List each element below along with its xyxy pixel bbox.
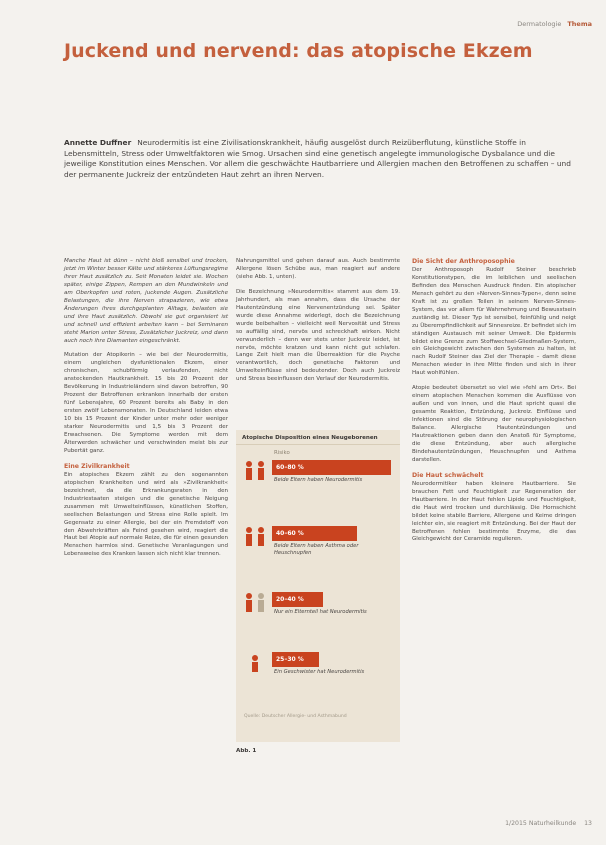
running-head [517, 20, 592, 28]
issue-number: 1/2015 [505, 820, 527, 827]
column-2 [236, 258, 400, 391]
column-3 [412, 258, 576, 551]
body-paragraph: Der Anthroposoph Rudolf Steiner beschrieb Konstitutionstypen, die im leiblichen und seelischen Befinden des Menschen Ausdruck finden. Ein atopischer Mensch gehört zu den »Nerven-Sinnes-Typen«, denn seine Kraft ist zu großen Teilen in seinem Nerven-Sinnes-System, das vor allem für Wahrnehmung und Bewusstsein zuständig ist. Dieser Typ ist sensibel, feinfühlig und neigt zu Überempfindlichkeit auf Sinnesreize. Er befindet sich im ständigen Austausch mit seiner Umwelt. Die Epidermis bildet eine Grenze zum Stoffwechsel-Gliedmaßen-System, ein Gleichgewicht zwischen den Systemen zu halten, ist nach Rudolf Steiner das Ziel der Therapie – damit diese Menschen wieder in ihre Mitte finden und sich in ihrer Haut wohlfühlen. [412, 266, 576, 377]
intro-paragraph: Manche Haut ist dünn – nicht bloß sensibel und trocken, jetzt im Winter besser Kälte und stärkeres Lüftungsregime ihrer Haut zusätzlich zu. Seit Monaten leidet sie. Wochen später, einige Zippen, Rempen an den Mundwinkeln und am Oberkopfen und roten, juckende Augen. Zusätzliche Belastungen, die ihre Nerven strapazieren, wie etwa Änderungen ihres durchgeplanten Alltags, belasten sie und ihre Haut zusätzlich. Obwohl sie gut organisiert ist und schnell und effizient arbeiten kann – bei Seminaren steht Marion unter Stress, Zusätzlicher Juckreiz, und dann auch noch ihre Diamanten eingeschränkt. [64, 258, 228, 344]
risk-bar: 40–60 % [272, 526, 357, 541]
page-footer [505, 820, 592, 827]
author-name: Annette Duffner [64, 138, 132, 147]
risk-label: Risiko [274, 450, 290, 456]
body-paragraph: Nahrungsmittel und gehen darauf aus. Auch bestimmte Allergene lösen Schübe aus, man reagiert auf andere (siehe Abb. 1, unten). [236, 258, 400, 280]
running-head-label: Dermatologie [517, 20, 562, 28]
risk-caption: Nur ein Elternteil hat Neurodermitis [274, 609, 367, 615]
figure-label: Abb. 1 [236, 748, 257, 754]
two-parents-icon [242, 526, 268, 548]
body-paragraph: Neurodermitiker haben kleinere Hautbarriere. Sie brauchen Fett und Feuchtigkeit zur Regeneration der Hautbarriere. In der Haut fehlen Lipide und Feuchtigkeit, die Haut wird trocken und durchlässig. Die Hornschicht bildet keine stabile Barriere, Allergene und Keime dringen leichter ein, sie reagiert mit Entzündung. Bei der Haut der Betroffenen fehlen bestimmte Enzyme, die das Gleichgewicht der Ceramide regulieren. [412, 480, 576, 543]
subheading-zivilkrankheit: Eine Zivilkrankheit [64, 462, 130, 470]
risk-caption: Ein Geschwister hat Neurodermitis [274, 669, 365, 675]
risk-bar: 60–80 % [272, 460, 391, 475]
column-1 [64, 258, 228, 566]
one-parent-icon [242, 592, 268, 614]
infobox-heading: Atopische Disposition eines Neugeborenen [236, 430, 400, 445]
two-parents-icon [242, 460, 268, 482]
body-paragraph: Ein atopisches Ekzem zählt zu den sogenannten atopischen Krankheiten und wird als »Zivilkrankheit« bezeichnet, da die Erkrankungsraten in den Industriestaaten steigen und die genetische Neigung zusammen mit Umwelteinflüssen, künstlichen Stoffen, seelischen Belastungen und Stress eine Rolle spielt. Im Gegensatz zu einer Allergie, bei der ein Fremdstoff von den Abwehrkräften als Feind gesehen wird, reagiert die Haut bei Atopie auf normale Reize, die für einen gesunden Menschen harmlos sind. Genetische Veranlagungen und Lebensweise des Kranken lassen sich nicht klar trennen. [64, 471, 228, 558]
running-head-section: Thema [567, 20, 592, 28]
magazine-name: Naturheilkunde [528, 820, 577, 827]
article-lead [64, 138, 572, 180]
body-paragraph: Die Bezeichnung »Neurodermitis« stammt aus dem 19. Jahrhundert, als man annahm, dass die Ursache der Hautentzündung eine Nervenentzündung sei. Später wurde diese Annahme widerlegt, doch die Bezeichnung wurde beibehalten – vielleicht weil Nervosität und Stress so auffällig sind, nervös und schreckhaft wirken. Nicht verwunderlich – denn wer stets unter Juckreiz leidet, ist nervös, möchte kratzen und kann nicht gut schlafen. Lange Zeit hielt man die Überreaktion für die Psyche verantwortlich, doch genetische Faktoren und Umwelteinflüsse sind bedeutender. Doch auch Juckreiz und Stress beeinflussen den Verlauf der Neurodermitis. [236, 288, 400, 383]
sibling-icon [242, 652, 268, 674]
infobox-source: Quelle: Deutscher Allergie- und Asthmabund [244, 714, 347, 719]
subheading-haut: Die Haut schwächelt [412, 471, 484, 479]
risk-caption: Beide Eltern haben Asthma oder Heuschnupfen [274, 543, 359, 556]
body-paragraph: Atopie bedeutet übersetzt so viel wie »fehl am Ort«. Bei einem atopischen Menschen kommen die Ausflüsse von außen und von innen, und die Haut spricht quasi die gesamte Reaktion, Entzündung, Juckreiz. Einflüsse und Infektionen sind die Störung der neurophysiologischen Balance. Allergische Hautentzündungen und Hautreaktionen geben dann den Anstoß für Symptome, die diese Entzündung, aber auch allergische Bindehautentzündungen, Heuschnupfen und Asthma darstellen. [412, 385, 576, 463]
infobox-atopic-disposition [236, 430, 400, 742]
lead-text: Neurodermitis ist eine Zivilisationskrankheit, häufig ausgelöst durch Reizüberflutung, künstliche Stoffe in Lebensmitteln, Stress oder Umweltfaktoren wie Smog. Ursachen sind eine genetisch angelegte immunologische Dysbalance und die jeweilige Konstitution eines Menschen. Vor allem die geschwächte Hautbarriere und Allergien machen den Betroffenen zu schaffen – und der permanente Juckreiz der entzündeten Haut zehrt an ihren Nerven. [64, 138, 571, 179]
article-title: Juckend und nervend: das atopische Ekzem [64, 40, 533, 62]
risk-bar: 20–40 % [272, 592, 323, 607]
body-paragraph: Mutation der Atopikerin – wie bei der Neurodermitis, einem ungleichen dysfunktionalen Ekzem, einer chronischen, schubförmig verlaufenden, nicht ansteckenden Hautkrankheit. 15 bis 20 Prozent der Bevölkerung in Industrieländern sind davon betroffen, 90 Prozent der Betroffenen erkranken innerhalb der ersten fünf Lebensjahre, 60 Prozent bereits als Baby in den ersten zwölf Lebensmonaten. In Deutschland leiden etwa 10 bis 15 Prozent der Kinder unter mehr oder weniger starker Neurodermitis und 1,5 bis 3 Prozent der Erwachsenen. Die Symptome werden mit dem Älterwerden schwächer und verschwinden meist bis zur Pubertät ganz. [64, 352, 228, 454]
risk-caption: Beide Eltern haben Neurodermitis [274, 477, 363, 483]
subheading-anthroposophie: Die Sicht der Anthroposophie [412, 258, 515, 265]
risk-bar: 25–30 % [272, 652, 319, 667]
page-number: 13 [584, 820, 592, 827]
